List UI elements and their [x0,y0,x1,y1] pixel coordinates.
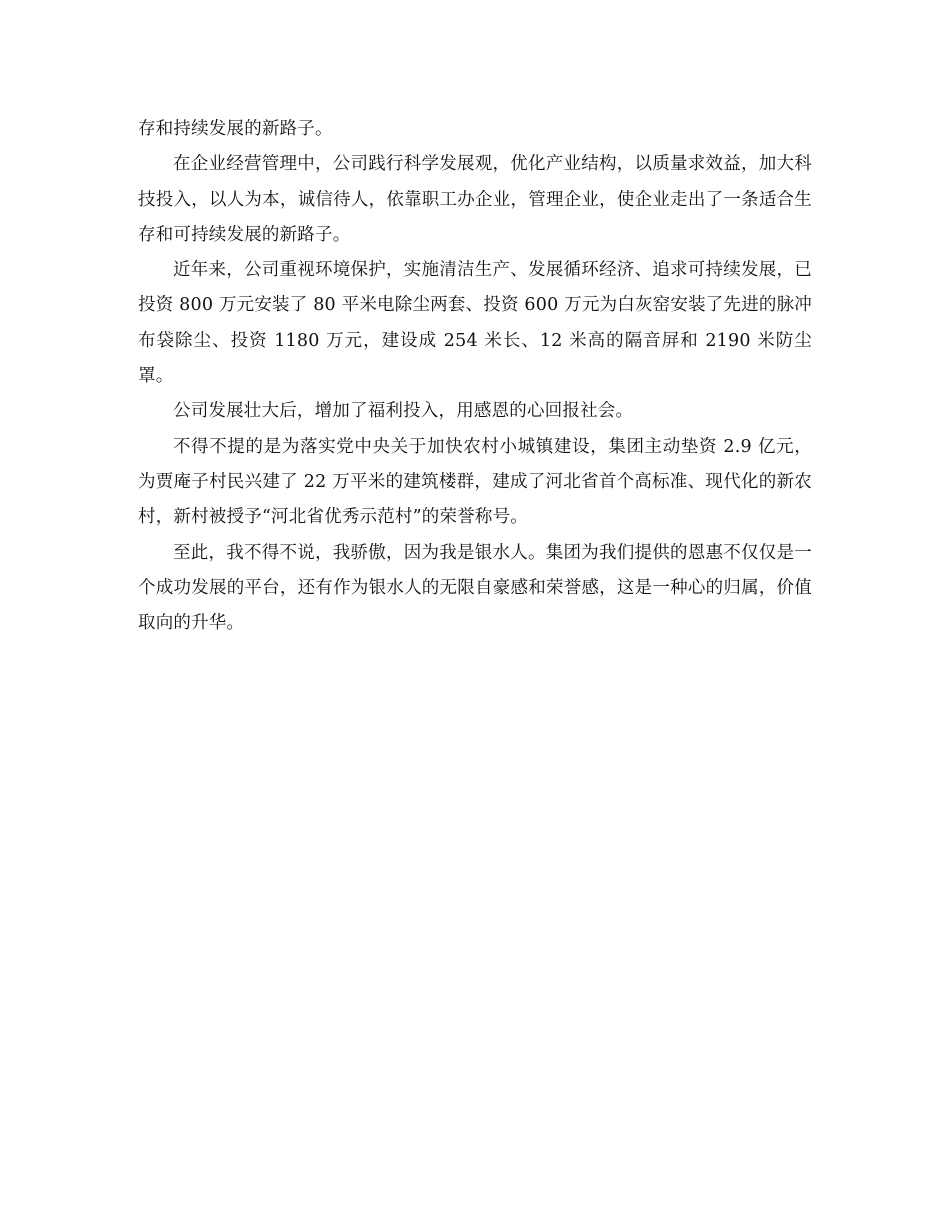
paragraph-environment: 近年来，公司重视环境保护，实施清洁生产、发展循环经济、追求可持续发展，已投资 800 万元安装了 80 平米电除尘两套、投资 600 万元为白灰窑安装了先进的脉冲布袋除尘、投资 1180 万元，建设成 254 米长、12 米高的隔音屏和 2190 米防尘罩。 [138,260,812,387]
paragraph-pride: 至此，我不得不说，我骄傲，因为我是银水人。集团为我们提供的恩惠不仅仅是一个成功发展的平台，还有作为银水人的无限自豪感和荣誉感，这是一种心的归属，价值取向的升华。 [138,542,812,634]
paragraph-continuation: 存和持续发展的新路子。 [138,119,333,139]
paragraph-welfare: 公司发展壮大后，增加了福利投入，用感恩的心回报社会。 [173,401,634,422]
paragraph-management: 在企业经营管理中，公司践行科学发展观，优化产业结构，以质量求效益，加大科技投入，以人为本，诚信待人，依靠职工办企业，管理企业，使企业走出了一条适合生存和可持续发展的新路子。 [138,154,812,245]
document-body [138,112,812,641]
paragraph-new-village: 不得不提的是为落实党中央关于加快农村小城镇建设，集团主动垫资 2.9 亿元，为贾庵子村民兴建了 22 万平米的建筑楼群，建成了河北省首个高标准、现代化的新农村，新村被授予“河北省优秀示范村”的荣誉称号。 [138,436,812,528]
